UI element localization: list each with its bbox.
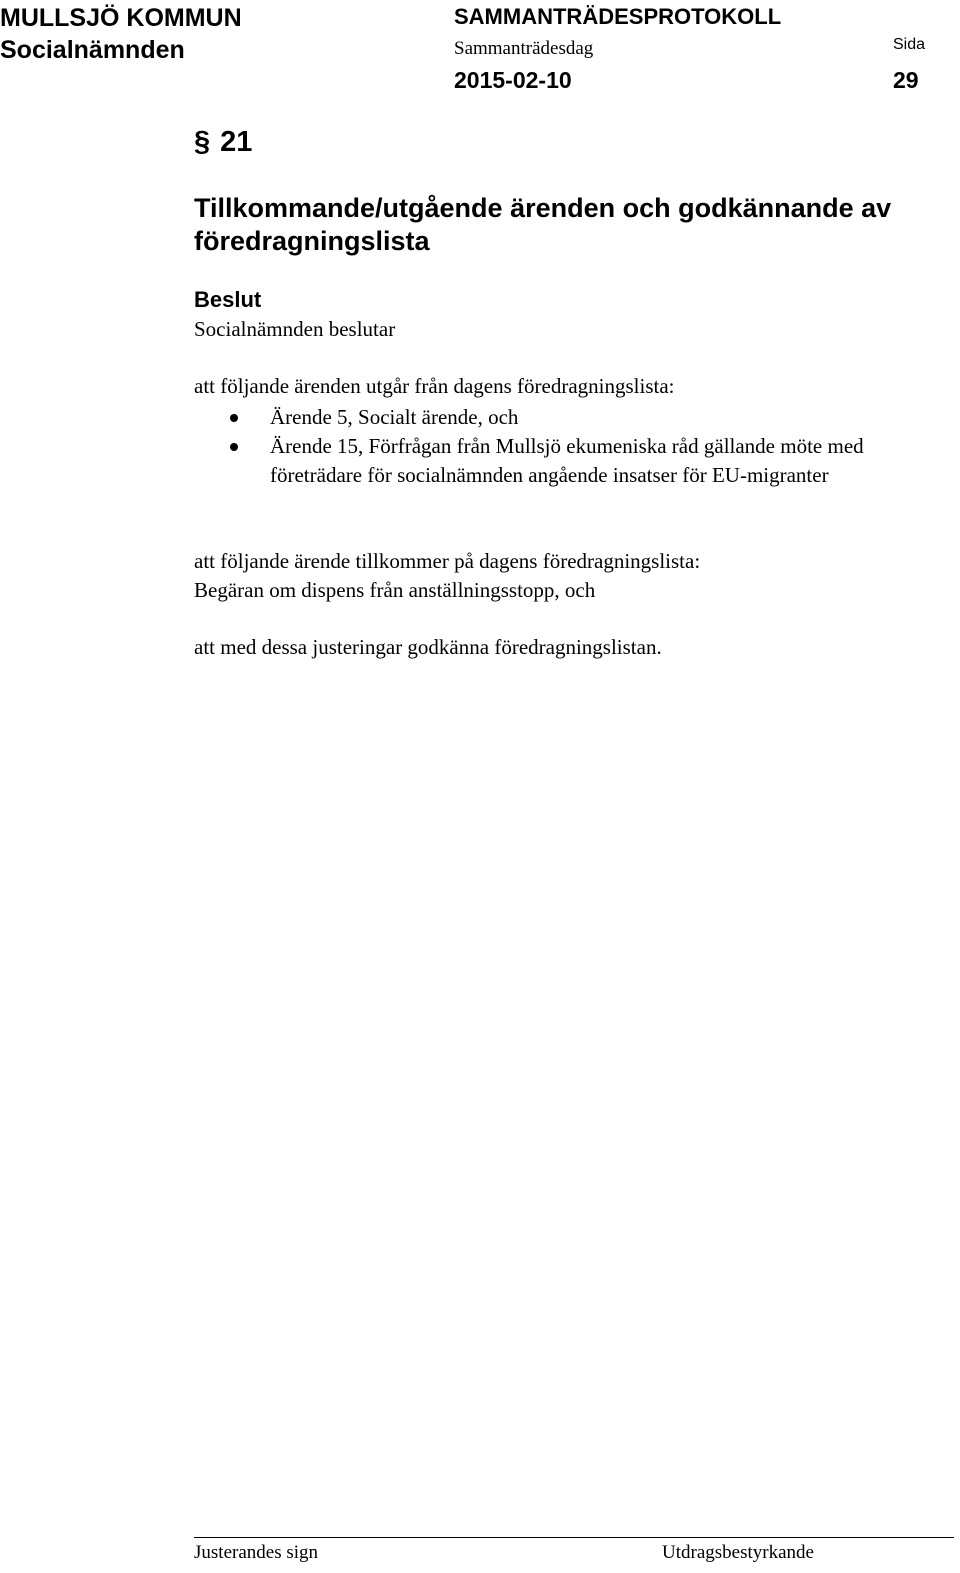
list-item (224, 432, 944, 490)
list-item (224, 403, 944, 432)
bullet-icon (230, 443, 238, 451)
approval-statement: att med dessa justeringar godkänna föredragningslistan. (194, 635, 662, 659)
paragraph-number: 21 (220, 126, 253, 158)
extract-certification-label: Utdragsbestyrkande (662, 1542, 814, 1563)
decision-heading: Beslut (194, 287, 262, 312)
page-number: 29 (893, 67, 919, 93)
page-label: Sida (893, 36, 926, 53)
organization-name: MULLSJÖ KOMMUN (0, 4, 242, 32)
removed-items-list (224, 403, 944, 490)
committee-name: Socialnämnden (0, 36, 185, 64)
paragraph-symbol: § (194, 126, 211, 158)
bullet-icon (230, 414, 238, 422)
meeting-date: 2015-02-10 (454, 67, 572, 93)
signature-label: Justerandes sign (194, 1542, 319, 1563)
meeting-date-label: Sammanträdesdag (454, 38, 594, 59)
list-item-text: Ärende 5, Socialt ärende, och (270, 405, 519, 429)
footer-divider (194, 1537, 954, 1538)
added-item-intro: att följande ärende tillkommer på dagens föredragningslista: (194, 549, 701, 573)
list-item-text: Ärende 15, Förfrågan från Mullsjö ekumeniska råd gällande möte med företrädare för socialnämnden angående insatser för EU-migranter (270, 434, 864, 487)
matter-title: Tillkommande/utgående ärenden och godkännande av föredragningslista (194, 193, 892, 256)
decision-intro: Socialnämnden beslutar (194, 317, 396, 341)
added-item: Begäran om dispens från anställningsstopp, och (194, 578, 596, 602)
removed-items-intro: att följande ärenden utgår från dagens föredragningslista: (194, 374, 675, 398)
paragraph-heading (194, 126, 252, 159)
document-type: SAMMANTRÄDESPROTOKOLL (454, 4, 782, 29)
